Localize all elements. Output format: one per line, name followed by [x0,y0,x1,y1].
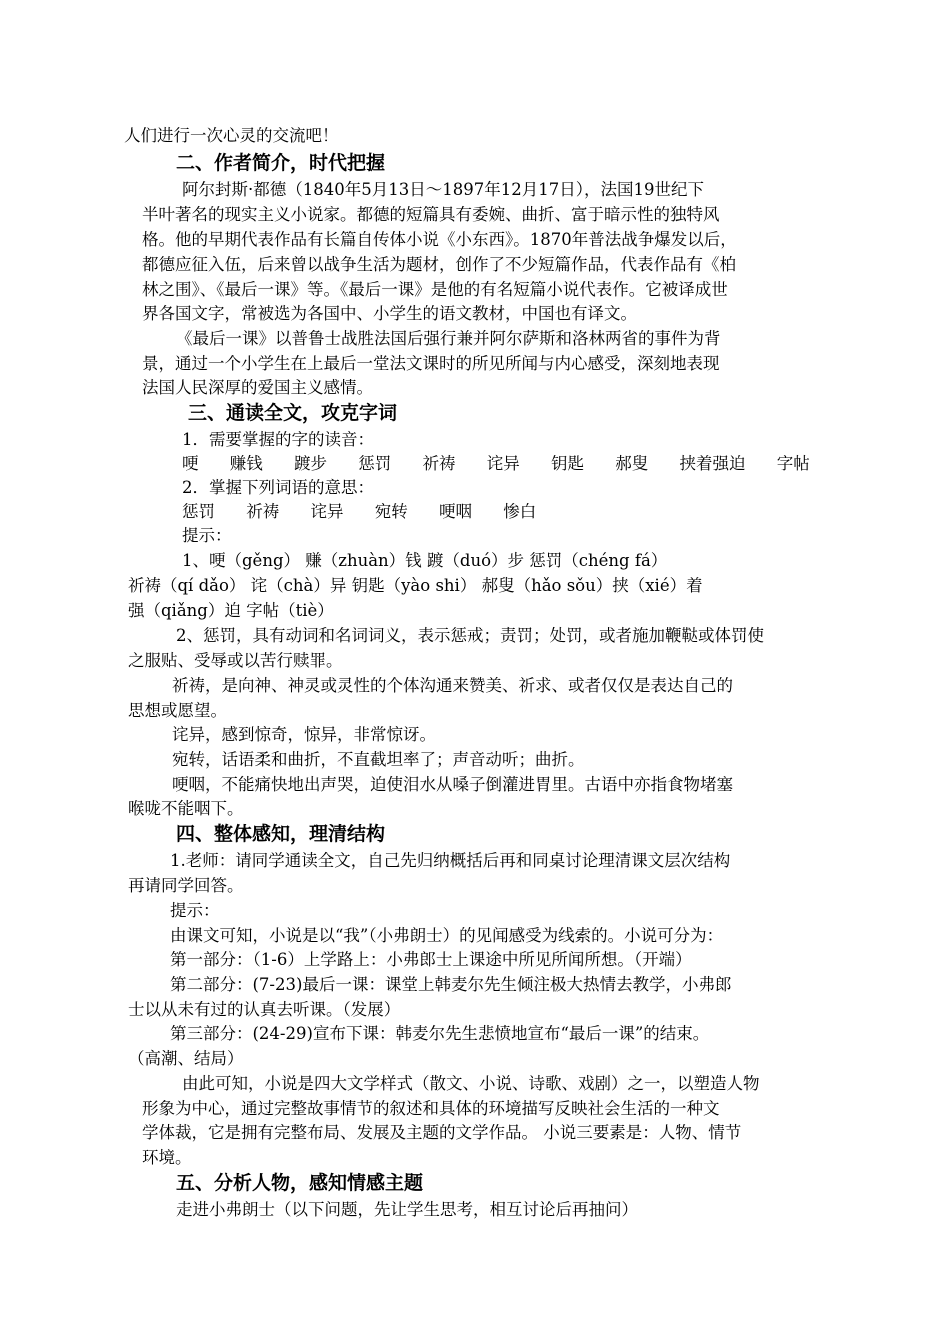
section2-para2-line2: 景，通过一个小学生在上最后一堂法文课时的所见所闻与内心感受，深刻地表现 [142,354,720,373]
meaning-line7: 哽咽，不能痛快地出声哭，迫使泪水从嗓子倒灌进胃里。古语中亦指食物堵塞 [172,775,733,794]
section4-line9: （高潮、结局） [128,1049,244,1068]
section4-line8: 第三部分：(24-29)宣布下课：韩麦尔先生悲愤地宣布“最后一课”的结束。 [170,1024,710,1043]
section4-heading: 四、整体感知，理清结构 [176,823,386,845]
section3-item2-label: 2．掌握下列词语的意思： [182,478,374,497]
word: 惩罚 [358,454,392,473]
meaning-line6: 宛转，话语柔和曲折，不直截坦率了；声音动听；曲折。 [172,750,585,769]
pinyin-line1: 1、哽（gěng） 赚（zhuàn）钱 踱（duó）步 惩罚（chéng fá） [182,551,668,570]
word: 踱步 [294,454,327,473]
word: 字帖 [776,454,810,473]
section3-item1-words [182,452,810,476]
section2-heading: 二、作者简介，时代把握 [176,152,386,174]
section2-para1-line1: 阿尔封斯·都德（1840年5月13日～1897年12月17日），法国19世纪下 [182,180,704,199]
section5-heading: 五、分析人物，感知情感主题 [176,1172,424,1194]
section2-para2-line3: 法国人民深厚的爱国主义感情。 [142,378,373,397]
word: 祈祷 [422,454,456,473]
meaning-line1: 2、惩罚，具有动词和名词词义，表示惩戒；责罚；处罚，或者施加鞭鞑或体罚使 [176,626,764,645]
pinyin-line3: 强（qiǎng）迫 字帖（tiè） [128,601,334,620]
word: 惨白 [503,502,537,521]
meaning-line3: 祈祷，是向神、神灵或灵性的个体沟通来赞美、祈求、或者仅仅是表达自己的 [172,676,733,695]
section2-para1-line5: 林之围》、《最后一课》等。《最后一课》是他的有名短篇小说代表作。它被译成世 [142,280,728,299]
section2-para1-line3: 格。他的早期代表作品有长篇自传体小说《小东西》。1870年普法战争爆发以后， [142,230,737,249]
word: 惩罚 [182,502,215,521]
section4-line4: 由课文可知，小说是以“我”（小弗朗士）的见闻感受为线索的。小说可分为： [170,926,724,945]
section2-para1-line2: 半叶著名的现实主义小说家。都德的短篇具有委婉、曲折、富于暗示性的独特风 [142,205,720,224]
section4-line12: 学体裁，它是拥有完整布局、发展及主题的文学作品。 小说三要素是：人物、情节 [142,1123,742,1142]
word: 诧异 [486,454,520,473]
word: 赚钱 [229,454,263,473]
section3-item1-label: 1．需要掌握的字的读音： [182,430,374,449]
word: 郝叟 [615,454,649,473]
section2-para1-line4: 都德应征入伍，后来曾以战争生活为题材，创作了不少短篇作品，代表作品有《柏 [142,255,736,274]
section2-para1-line6: 界各国文字，常被选为各国中、小学生的语文教材，中国也有译文。 [142,304,637,323]
intro-tail-line: 人们进行一次心灵的交流吧！ [124,126,339,145]
section3-hint-label: 提示： [182,526,232,545]
section4-line1: 1.老师：请同学通读全文，自己先归纳概括后再和同桌讨论理清课文层次结构 [170,851,731,870]
meaning-line8: 喉咙不能咽下。 [128,799,244,818]
meaning-line2: 之服贴、受辱或以苦行赎罪。 [128,651,343,670]
word: 哽咽 [439,502,472,521]
pinyin-line2: 祈祷（qí dǎo） 诧（chà）异 钥匙（yào shi） 郝叟（hǎo sǒu）挟（xié）着 [128,576,703,595]
section4-line3: 提示： [170,901,220,920]
meaning-line4: 思想或愿望。 [128,701,227,720]
section4-line11: 形象为中心，通过完整故事情节的叙述和具体的环境描写反映社会生活的一种文 [142,1099,720,1118]
section4-line5: 第一部分：（1-6）上学路上：小弗郎士上课途中所见所闻所想。（开端） [170,950,692,969]
section4-line2: 再请同学回答。 [128,876,244,895]
word: 宛转 [374,502,408,521]
section4-line6: 第二部分：(7-23)最后一课：课堂上韩麦尔先生倾注极大热情去教学，小弗郎 [170,975,732,994]
word: 祈祷 [246,502,280,521]
section4-line13: 环境。 [142,1148,192,1167]
section3-item2-words [182,500,536,524]
section5-line: 走进小弗朗士（以下问题，先让学生思考，相互讨论后再抽问） [176,1200,638,1219]
section4-line7: 士以从未有过的认真去听课。（发展） [128,1000,401,1019]
word: 诧异 [310,502,344,521]
section3-heading: 三、通读全文，攻克字词 [188,402,398,424]
word: 挟着强迫 [679,454,746,473]
meaning-line5: 诧异，感到惊奇，惊异，非常惊讶。 [172,725,436,744]
section2-para2-line1: 《最后一课》以普鲁士战胜法国后强行兼并阿尔萨斯和洛林两省的事件为背 [176,329,721,348]
word: 哽 [182,454,199,473]
word: 钥匙 [551,454,584,473]
section4-line10: 由此可知，小说是四大文学样式（散文、小说、诗歌、戏剧）之一，以塑造人物 [182,1074,760,1093]
